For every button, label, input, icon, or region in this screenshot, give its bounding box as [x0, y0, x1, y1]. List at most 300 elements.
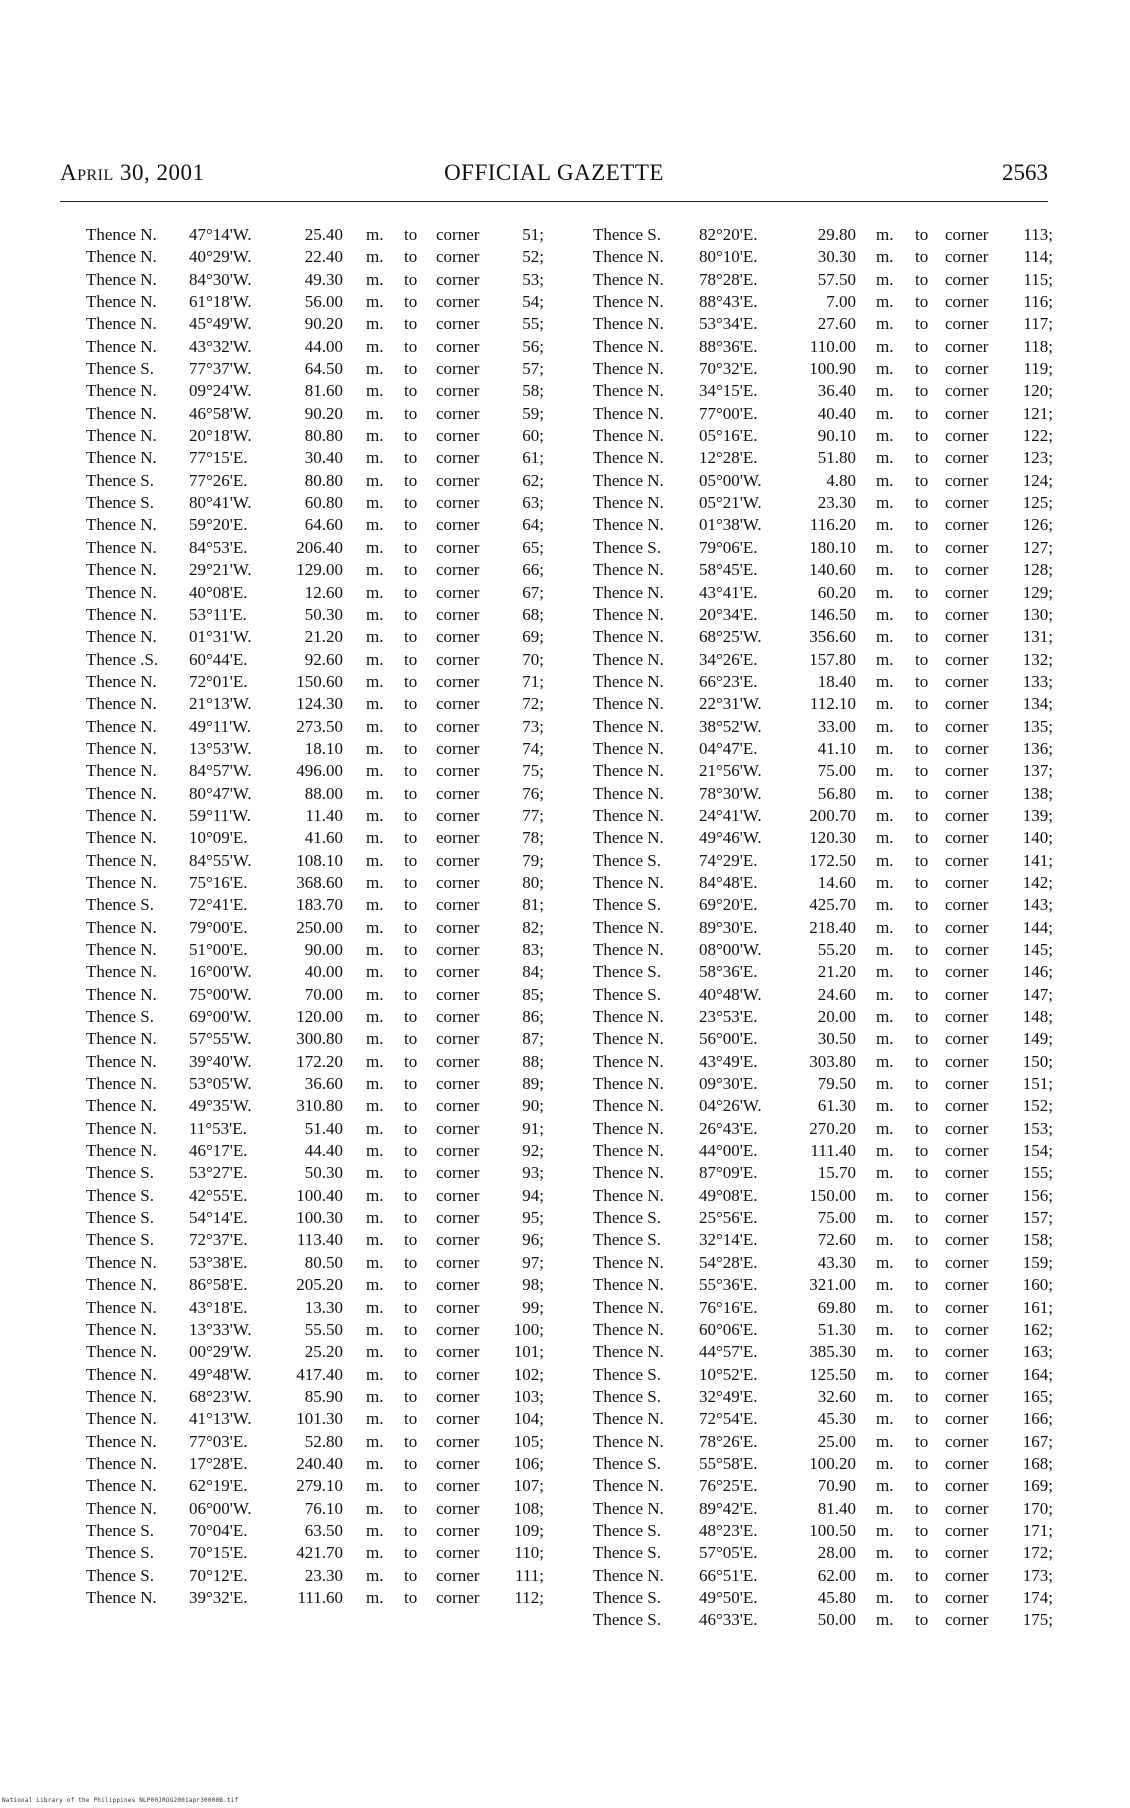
corner-label: corner: [436, 671, 480, 691]
corner-number: 157;: [1022, 1208, 1053, 1228]
distance: 273.50: [296, 716, 343, 736]
corner-label: corner: [436, 917, 480, 937]
distance: 28.00: [817, 1543, 856, 1563]
direction: Thence N.: [593, 627, 664, 647]
unit: m.: [876, 1163, 894, 1183]
direction: Thence S.: [86, 359, 154, 379]
unit: m.: [876, 694, 894, 714]
corner-label: corner: [945, 1297, 989, 1317]
direction: Thence N.: [86, 515, 157, 535]
corner-number: 134;: [1022, 694, 1053, 714]
bearing: 12°28'E.: [699, 448, 758, 468]
corner-label: corner: [436, 1364, 480, 1384]
corner-number: 91;: [522, 1118, 544, 1138]
corner-number: 110;: [514, 1543, 544, 1563]
corner-number: 118;: [1023, 336, 1053, 356]
bearing: 72°41'E.: [189, 895, 248, 915]
corner-label: corner: [436, 1342, 480, 1362]
unit: m.: [876, 582, 894, 602]
corner-label: corner: [945, 1074, 989, 1094]
bearing: 69°00'W.: [189, 1007, 252, 1027]
direction: Thence S.: [593, 537, 661, 557]
to-word: to: [915, 604, 929, 624]
distance: 76.10: [304, 1498, 343, 1518]
bearing: 17°28'E.: [189, 1453, 248, 1473]
corner-label: corner: [945, 426, 989, 446]
bearing: 80°10'E.: [699, 247, 758, 267]
direction: Thence N.: [86, 292, 157, 312]
unit: m.: [366, 381, 384, 401]
page-header: [60, 160, 1048, 192]
direction: Thence N.: [86, 1074, 157, 1094]
bearing: 00°29'W.: [189, 1342, 252, 1362]
distance: 120.30: [809, 828, 856, 848]
corner-number: 57;: [522, 359, 544, 379]
to-word: to: [404, 694, 418, 714]
bearing: 75°16'E.: [189, 872, 248, 892]
direction: Thence N.: [593, 1185, 664, 1205]
distance: 321.00: [809, 1275, 856, 1295]
unit: m.: [876, 850, 894, 870]
unit: m.: [366, 604, 384, 624]
corner-label: corner: [945, 1565, 989, 1585]
direction: Thence N.: [593, 738, 664, 758]
direction: Thence S.: [593, 1610, 661, 1630]
direction: Thence N.: [593, 783, 664, 803]
corner-label: corner: [945, 805, 989, 825]
distance: 75.00: [817, 761, 856, 781]
distance: 50.30: [304, 1163, 343, 1183]
unit: m.: [876, 1275, 894, 1295]
unit: m.: [876, 1208, 894, 1228]
unit: m.: [366, 1074, 384, 1094]
corner-number: 94;: [522, 1185, 544, 1205]
bearing: 10°09'E.: [189, 828, 248, 848]
to-word: to: [404, 292, 418, 312]
corner-label: corner: [436, 1297, 480, 1317]
to-word: to: [404, 426, 418, 446]
bearing: 29°21'W.: [189, 560, 252, 580]
distance: 496.00: [296, 761, 343, 781]
corner-label: corner: [436, 1319, 480, 1339]
corner-number: 64;: [522, 515, 544, 535]
corner-label: corner: [945, 359, 989, 379]
bearing: 68°23'W.: [189, 1386, 252, 1406]
to-word: to: [915, 493, 929, 513]
corner-number: 71;: [522, 671, 544, 691]
corner-number: 165;: [1022, 1386, 1053, 1406]
corner-label: corner: [436, 493, 480, 513]
bearing: 32°14'E.: [699, 1230, 758, 1250]
corner-label: corner: [436, 984, 480, 1004]
distance: 303.80: [809, 1051, 856, 1071]
distance: 279.10: [296, 1476, 343, 1496]
corner-number: 75;: [522, 761, 544, 781]
corner-number: 148;: [1022, 1007, 1053, 1027]
distance: 124.30: [296, 694, 343, 714]
unit: m.: [876, 560, 894, 580]
bearing: 13°33'W.: [189, 1319, 252, 1339]
to-word: to: [404, 1319, 418, 1339]
distance: 356.60: [809, 627, 856, 647]
corner-number: 97;: [522, 1252, 544, 1272]
distance: 150.00: [809, 1185, 856, 1205]
to-word: to: [404, 1051, 418, 1071]
to-word: to: [915, 1163, 929, 1183]
bearing: 46°58'W.: [189, 403, 252, 423]
unit: m.: [876, 783, 894, 803]
corner-label: corner: [436, 448, 480, 468]
to-word: to: [404, 984, 418, 1004]
to-word: to: [404, 738, 418, 758]
bearing: 68°25'W.: [699, 627, 762, 647]
unit: m.: [366, 493, 384, 513]
bearing: 49°48'W.: [189, 1364, 252, 1384]
corner-number: 54;: [522, 292, 544, 312]
to-word: to: [404, 403, 418, 423]
direction: Thence N.: [593, 1252, 664, 1272]
distance: 50.30: [304, 604, 343, 624]
distance: 146.50: [809, 604, 856, 624]
bearing: 88°43'E.: [699, 292, 758, 312]
unit: m.: [876, 1342, 894, 1362]
unit: m.: [876, 403, 894, 423]
corner-number: 135;: [1022, 716, 1053, 736]
corner-label: corner: [436, 1431, 480, 1451]
unit: m.: [876, 1565, 894, 1585]
corner-number: 159;: [1022, 1252, 1053, 1272]
corner-number: 138;: [1022, 783, 1053, 803]
corner-label: corner: [945, 1498, 989, 1518]
to-word: to: [915, 1342, 929, 1362]
to-word: to: [915, 381, 929, 401]
to-word: to: [915, 426, 929, 446]
to-word: to: [915, 359, 929, 379]
corner-label: corner: [945, 1163, 989, 1183]
bearing: 41°13'W.: [189, 1409, 252, 1429]
page-number: 2563: [1002, 160, 1048, 185]
corner-label: corner: [436, 1029, 480, 1049]
unit: m.: [876, 493, 894, 513]
corner-number: 87;: [522, 1029, 544, 1049]
corner-number: 105;: [513, 1431, 544, 1451]
corner-label: corner: [945, 336, 989, 356]
corner-number: 72;: [522, 694, 544, 714]
unit: m.: [366, 1185, 384, 1205]
distance: 100.20: [809, 1453, 856, 1473]
unit: m.: [366, 1230, 384, 1250]
distance: 81.60: [304, 381, 343, 401]
unit: m.: [366, 671, 384, 691]
bearing: 43°18'E.: [189, 1297, 248, 1317]
bearing: 57°55'W.: [189, 1029, 252, 1049]
bearing: 49°35'W.: [189, 1096, 252, 1116]
direction: Thence .S.: [86, 649, 159, 669]
to-word: to: [404, 515, 418, 535]
bearing: 53°11'E.: [189, 604, 247, 624]
distance: 11.40: [305, 805, 343, 825]
bearing: 82°20'E.: [699, 225, 758, 244]
to-word: to: [404, 1409, 418, 1429]
to-word: to: [915, 314, 929, 334]
direction: Thence N.: [593, 314, 664, 334]
distance: 270.20: [809, 1118, 856, 1138]
to-word: to: [915, 761, 929, 781]
unit: m.: [366, 716, 384, 736]
unit: m.: [876, 1118, 894, 1138]
direction: Thence N.: [86, 1587, 157, 1607]
to-word: to: [404, 359, 418, 379]
corner-label: corner: [436, 604, 480, 624]
to-word: to: [915, 828, 929, 848]
unit: m.: [876, 314, 894, 334]
to-word: to: [915, 1476, 929, 1496]
direction: Thence N.: [86, 716, 157, 736]
unit: m.: [366, 1141, 384, 1161]
unit: m.: [876, 247, 894, 267]
direction: Thence S.: [593, 225, 661, 244]
bearing: 60°06'E.: [699, 1319, 758, 1339]
corner-number: 90;: [522, 1096, 544, 1116]
distance: 90.20: [304, 403, 343, 423]
unit: m.: [366, 582, 384, 602]
bearing: 42°55'E.: [189, 1185, 248, 1205]
corner-number: 98;: [522, 1275, 544, 1295]
bearing: 40°29'W.: [189, 247, 252, 267]
corner-number: 115;: [1023, 269, 1053, 289]
direction: Thence N.: [86, 850, 157, 870]
unit: m.: [876, 537, 894, 557]
corner-number: 62;: [522, 470, 544, 490]
to-word: to: [915, 940, 929, 959]
to-word: to: [915, 1297, 929, 1317]
bearing: 49°46'W.: [699, 828, 762, 848]
unit: m.: [876, 895, 894, 915]
bearing: 84°30'W.: [189, 269, 252, 289]
corner-number: 158;: [1022, 1230, 1053, 1250]
to-word: to: [915, 470, 929, 490]
distance: 36.40: [817, 381, 856, 401]
corner-label: corner: [945, 292, 989, 312]
corner-number: 133;: [1022, 671, 1053, 691]
distance: 421.70: [296, 1543, 343, 1563]
corner-number: 117;: [1023, 314, 1053, 334]
corner-number: 164;: [1022, 1364, 1053, 1384]
corner-label: corner: [436, 1453, 480, 1473]
distance: 33.00: [817, 716, 856, 736]
corner-label: corner: [436, 783, 480, 803]
corner-number: 113;: [1023, 225, 1053, 244]
distance: 150.60: [296, 671, 343, 691]
distance: 200.70: [809, 805, 856, 825]
bearing: 54°28'E.: [699, 1252, 758, 1272]
corner-number: 142;: [1022, 872, 1053, 892]
corner-number: 58;: [522, 381, 544, 401]
direction: Thence S.: [593, 1520, 661, 1540]
to-word: to: [404, 1074, 418, 1094]
to-word: to: [404, 1476, 418, 1496]
bearing: 59°20'E.: [189, 515, 248, 535]
to-word: to: [404, 895, 418, 915]
direction: Thence N.: [593, 403, 664, 423]
unit: m.: [876, 1610, 894, 1630]
corner-number: 146;: [1022, 962, 1053, 982]
unit: m.: [876, 470, 894, 490]
direction: Thence N.: [593, 1319, 664, 1339]
unit: m.: [366, 314, 384, 334]
to-word: to: [915, 1520, 929, 1540]
unit: m.: [876, 336, 894, 356]
direction: Thence N.: [593, 1163, 664, 1183]
distance: 70.90: [817, 1476, 856, 1496]
distance: 69.80: [817, 1297, 856, 1317]
corner-label: corner: [945, 917, 989, 937]
distance: 61.30: [817, 1096, 856, 1116]
direction: Thence N.: [86, 604, 157, 624]
to-word: to: [915, 694, 929, 714]
unit: m.: [876, 1476, 894, 1496]
corner-number: 84;: [522, 962, 544, 982]
bearing: 80°41'W.: [189, 493, 252, 513]
corner-label: corner: [945, 1230, 989, 1250]
distance: 425.70: [809, 895, 856, 915]
distance: 44.00: [304, 336, 343, 356]
unit: m.: [366, 1163, 384, 1183]
bearing: 60°44'E.: [189, 649, 248, 669]
to-word: to: [915, 1610, 929, 1630]
unit: m.: [366, 537, 384, 557]
to-word: to: [404, 940, 418, 959]
direction: Thence S.: [593, 1364, 661, 1384]
distance: 100.30: [296, 1208, 343, 1228]
to-word: to: [915, 872, 929, 892]
distance: 23.30: [817, 493, 856, 513]
bearing: 25°56'E.: [699, 1208, 758, 1228]
corner-number: 51;: [522, 225, 544, 244]
bearing: 53°05'W.: [189, 1074, 252, 1094]
distance: 183.70: [296, 895, 343, 915]
corner-label: corner: [945, 537, 989, 557]
corner-number: 173;: [1022, 1565, 1053, 1585]
corner-number: 132;: [1022, 649, 1053, 669]
corner-label: corner: [945, 1029, 989, 1049]
to-word: to: [915, 1029, 929, 1049]
unit: m.: [366, 359, 384, 379]
distance: 40.00: [304, 962, 343, 982]
corner-label: corner: [436, 761, 480, 781]
direction: Thence S.: [86, 1543, 154, 1563]
direction: Thence N.: [86, 426, 157, 446]
corner-label: corner: [945, 381, 989, 401]
to-word: to: [915, 850, 929, 870]
direction: Thence N.: [593, 1007, 664, 1027]
bearing: 01°31'W.: [189, 627, 252, 647]
corner-label: corner: [436, 1587, 480, 1607]
distance: 140.60: [809, 560, 856, 580]
bearing: 59°11'W.: [189, 805, 251, 825]
corner-label: corner: [436, 1520, 480, 1540]
corner-number: 80;: [522, 872, 544, 892]
to-word: to: [404, 783, 418, 803]
direction: Thence S.: [593, 984, 661, 1004]
distance: 20.00: [817, 1007, 856, 1027]
corner-label: corner: [436, 470, 480, 490]
unit: m.: [366, 761, 384, 781]
distance: 32.60: [817, 1386, 856, 1406]
direction: Thence N.: [593, 292, 664, 312]
distance: 64.50: [304, 359, 343, 379]
distance: 55.50: [304, 1319, 343, 1339]
to-word: to: [404, 1543, 418, 1563]
corner-label: corner: [436, 292, 480, 312]
distance: 80.80: [304, 470, 343, 490]
unit: m.: [876, 1543, 894, 1563]
distance: 75.00: [817, 1208, 856, 1228]
to-word: to: [915, 1185, 929, 1205]
unit: m.: [366, 1342, 384, 1362]
to-word: to: [404, 1453, 418, 1473]
to-word: to: [404, 1386, 418, 1406]
unit: m.: [366, 1498, 384, 1518]
distance: 22.40: [304, 247, 343, 267]
unit: m.: [366, 470, 384, 490]
corner-number: 104;: [513, 1409, 544, 1429]
direction: Thence N.: [593, 716, 664, 736]
unit: m.: [366, 1543, 384, 1563]
bearing: 89°30'E.: [699, 917, 758, 937]
direction: Thence N.: [86, 962, 157, 982]
corner-label: corner: [945, 1520, 989, 1540]
corner-number: 89;: [522, 1074, 544, 1094]
corner-label: corner: [945, 1364, 989, 1384]
bearing: 55°36'E.: [699, 1275, 758, 1295]
direction: Thence N.: [593, 1476, 664, 1496]
distance: 27.60: [817, 314, 856, 334]
to-word: to: [404, 1587, 418, 1607]
bearing: 08°00'W.: [699, 940, 762, 959]
distance: 45.30: [817, 1409, 856, 1429]
corner-number: 66;: [522, 560, 544, 580]
distance: 15.70: [817, 1163, 856, 1183]
to-word: to: [404, 604, 418, 624]
corner-label: corner: [945, 1096, 989, 1116]
unit: m.: [366, 850, 384, 870]
bearing: 23°53'E.: [699, 1007, 758, 1027]
bearing: 86°58'E.: [189, 1275, 248, 1295]
distance: 56.80: [817, 783, 856, 803]
to-word: to: [915, 292, 929, 312]
corner-label: corner: [436, 1275, 480, 1295]
unit: m.: [366, 1275, 384, 1295]
unit: m.: [876, 671, 894, 691]
corner-number: 107;: [513, 1476, 544, 1496]
corner-label: corner: [945, 783, 989, 803]
to-word: to: [404, 828, 418, 848]
unit: m.: [366, 1520, 384, 1540]
distance: 218.40: [809, 917, 856, 937]
unit: m.: [366, 1319, 384, 1339]
bearing: 04°47'E.: [699, 738, 758, 758]
to-word: to: [915, 1364, 929, 1384]
corner-label: corner: [945, 582, 989, 602]
corner-label: corner: [945, 1185, 989, 1205]
corner-number: 88;: [522, 1051, 544, 1071]
direction: Thence N.: [593, 448, 664, 468]
corner-label: corner: [945, 872, 989, 892]
direction: Thence N.: [593, 1342, 664, 1362]
corner-label: corner: [945, 940, 989, 959]
bearing: 75°00'W.: [189, 984, 252, 1004]
